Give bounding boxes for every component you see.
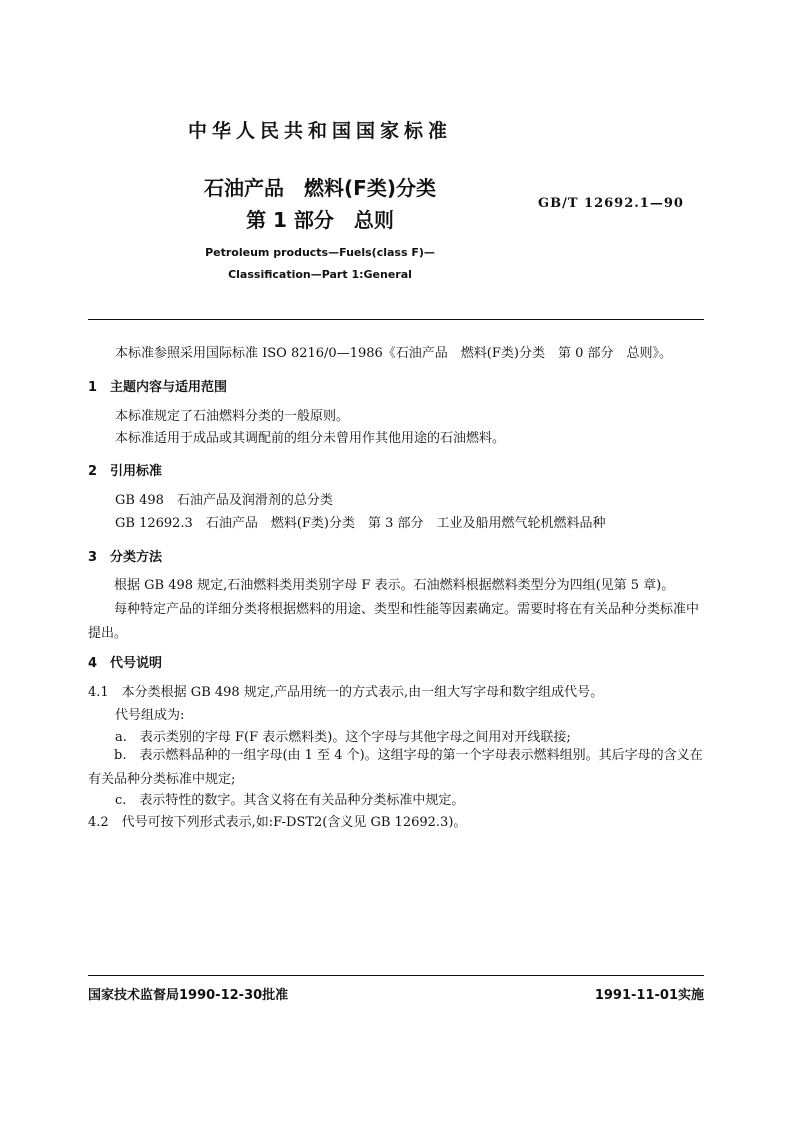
section-3-paragraph-2: 每种特定产品的详细分类将根据燃料的用途、类型和性能等因素确定。需要时将在有关品种分类标准中提出。 bbox=[88, 602, 700, 641]
header-divider bbox=[88, 319, 704, 320]
list-item-a: a. 表示类别的字母 F(F 表示燃料类)。这个字母与其他字母之间用对开线联接; bbox=[115, 730, 571, 745]
reference-standard-2: GB 12692.3 石油产品 燃料(F类)分类 第 3 部分 工业及船用燃气轮机燃料品种 bbox=[115, 516, 606, 531]
standard-code: GB/T 12692.1—90 bbox=[538, 196, 684, 211]
english-title-line2: Classification—Part 1:General bbox=[228, 268, 412, 281]
effective-date: 1991-11-01实施 bbox=[594, 988, 704, 1003]
footer-divider bbox=[88, 975, 704, 976]
section-4-heading: 4 代号说明 bbox=[88, 656, 163, 671]
code-composition-label: 代号组成为: bbox=[115, 708, 185, 723]
list-item-c: c. 表示特性的数字。其含义将在有关品种分类标准中规定。 bbox=[115, 793, 465, 808]
section-1-heading: 1 主题内容与适用范围 bbox=[88, 380, 228, 395]
document-subtitle: 第 1 部分 总则 bbox=[246, 208, 394, 232]
section-1-line-1: 本标准规定了石油燃料分类的一般原则。 bbox=[115, 409, 350, 424]
standard-name: 中华人民共和国国家标准 bbox=[187, 120, 452, 142]
clause-4-1: 4.1 本分类根据 GB 498 规定,产品用统一的方式表示,由一组大写字母和数字组成代号。 bbox=[88, 685, 604, 700]
english-title-line1: Petroleum products—Fuels(class F)— bbox=[205, 246, 435, 259]
section-3-paragraph-1: 根据 GB 498 规定,石油燃料类用类别字母 F 表示。石油燃料根据燃料类型分为四组(见第 5 章)。 bbox=[114, 578, 675, 593]
clause-4-2: 4.2 代号可按下列形式表示,如:F-DST2(含义见 GB 12692.3)。 bbox=[88, 815, 467, 830]
intro-text: 本标准参照采用国际标准 ISO 8216/0—1986《石油产品 燃料(F类)分类 第 0 部分 总则》。 bbox=[115, 346, 672, 361]
section-3-heading: 3 分类方法 bbox=[88, 550, 163, 565]
document-title: 石油产品 燃料(F类)分类 bbox=[204, 176, 436, 200]
reference-standard-1: GB 498 石油产品及润滑剂的总分类 bbox=[115, 493, 333, 508]
approval-date: 国家技术监督局1990-12-30批准 bbox=[88, 988, 289, 1003]
list-item-b: b. 表示燃料品种的一组字母(由 1 至 4 个)。这组字母的第一个字母表示燃料组别。其后字母的含义在有关品种分类标准中规定; bbox=[88, 748, 703, 787]
section-2-heading: 2 引用标准 bbox=[88, 464, 163, 479]
section-1-line-2: 本标准适用于成品或其调配前的组分未曾用作其他用途的石油燃料。 bbox=[115, 431, 506, 446]
